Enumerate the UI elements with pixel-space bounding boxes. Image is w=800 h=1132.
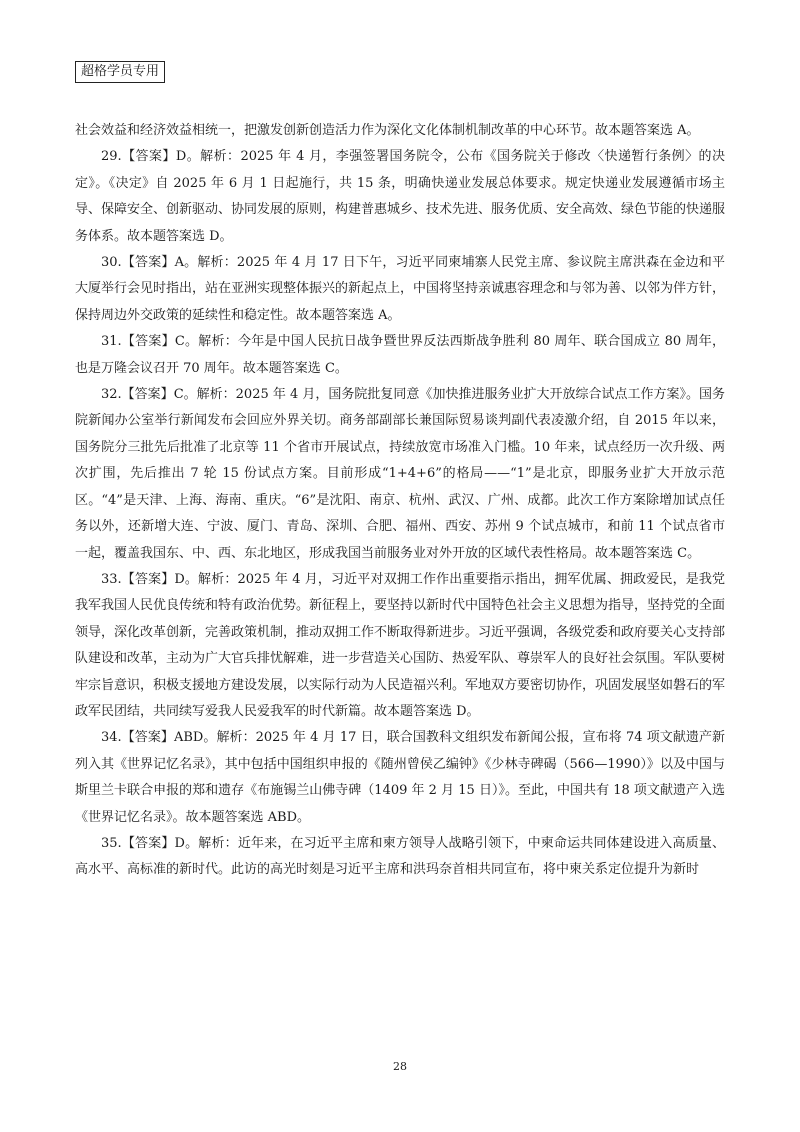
- page-number: 28: [393, 1060, 407, 1073]
- answer-30: 30.【答案】A。解析：2025 年 4 月 17 日下午，习近平同柬埔寨人民党主席、参议院主席洪森在金边和平大厦举行会见时指出，站在亚洲实现整体振兴的新起点上，中国将坚持亲诚惠容理念和与邻为善、以邻为伴方针，保持周边外交政策的延续性和稳定性。故本题答案选 A。: [75, 255, 726, 323]
- student-only-badge: 超格学员专用: [75, 61, 165, 83]
- answer-explanations: [75, 118, 725, 884]
- answer-32: 32.【答案】C。解析：2025 年 4 月，国务院批复同意《加快推进服务业扩大开放综合试点工作方案》。国务院新闻办公室举行新闻发布会回应外界关切。商务部副部长兼国际贸易谈判副代表凌激介绍，自 2015 年以来，国务院分三批先后批准了北京等 11 个省市开展试点，持续放宽市场准入门槛。10 年来，试点经历一次升级、两次扩围，先后推出 7 轮 15 份试点方案。目前形成“1+4+6”的格局——“1”是北京，即服务业扩大开放示范区。“4”是天津、上海、海南、重庆。“6”是沈阳、南京、杭州、武汉、广州、成都。此次工作方案除增加试点任务以外，还新增大连、宁波、厦门、青岛、深圳、合肥、福州、西安、苏州 9 个试点城市，和前 11 个试点省市一起，覆盖我国东、中、西、东北地区，形成我国当前服务业对外开放的区域代表性格局。故本题答案选 C。: [75, 387, 725, 561]
- answer-33: 33.【答案】D。解析：2025 年 4 月，习近平对双拥工作作出重要指示指出，拥军优属、拥政爱民，是我党我军我国人民优良传统和特有政治优势。新征程上，要坚持以新时代中国特色社会主义思想为指导，坚持党的全面领导，深化改革创新，完善政策机制，推动双拥工作不断取得新进步。习近平强调，各级党委和政府要关心支持部队建设和改革，主动为广大官兵排忧解难，进一步营造关心国防、热爱军队、尊崇军人的良好社会氛围。军队要树牢宗旨意识，积极支援地方建设发展，以实际行动为人民造福兴利。军地双方要密切协作，巩固发展坚如磐石的军政军民团结，共同续写爱我人民爱我军的时代新篇。故本题答案选 D。: [75, 571, 726, 719]
- paragraph-continued: 社会效益和经济效益相统一，把激发创新创造活力作为深化文化体制机制改革的中心环节。故本题答案选 A。: [75, 123, 700, 138]
- answer-29: 29.【答案】D。解析：2025 年 4 月，李强签署国务院令，公布《国务院关于修改〈快递暂行条例〉的决定》。《决定》自 2025 年 6 月 1 日起施行，共 15 条，明确快递业发展总体要求。规定快递业发展遵循市场主导、保障安全、创新驱动、协同发展的原则，构建普惠城乡、技术先进、服务优质、安全高效、绿色节能的快递服务体系。故本题答案选 D。: [75, 149, 726, 244]
- answer-34: 34.【答案】ABD。解析：2025 年 4 月 17 日，联合国教科文组织发布新闻公报，宣布将 74 项文献遗产新列入其《世界记忆名录》，其中包括中国组织申报的《随州曾侯乙编钟》《少林寺碑碣（566—1990）》以及中国与斯里兰卡联合申报的郑和遗存《布施锡兰山佛寺碑（1409 年 2 月 15 日）》。至此，中国共有 18 项文献遗产入选《世界记忆名录》。故本题答案选 ABD。: [75, 730, 725, 825]
- answer-31: 31.【答案】C。解析：今年是中国人民抗日战争暨世界反法西斯战争胜利 80 周年、联合国成立 80 周年，也是万隆会议召开 70 周年。故本题答案选 C。: [75, 334, 725, 376]
- answer-35: 35.【答案】D。解析：近年来，在习近平主席和柬方领导人战略引领下，中柬命运共同体建设进入高质量、高水平、高标准的新时代。此访的高光时刻是习近平主席和洪玛奈首相共同宣布，将中柬关系定位提升为新时: [75, 835, 725, 878]
